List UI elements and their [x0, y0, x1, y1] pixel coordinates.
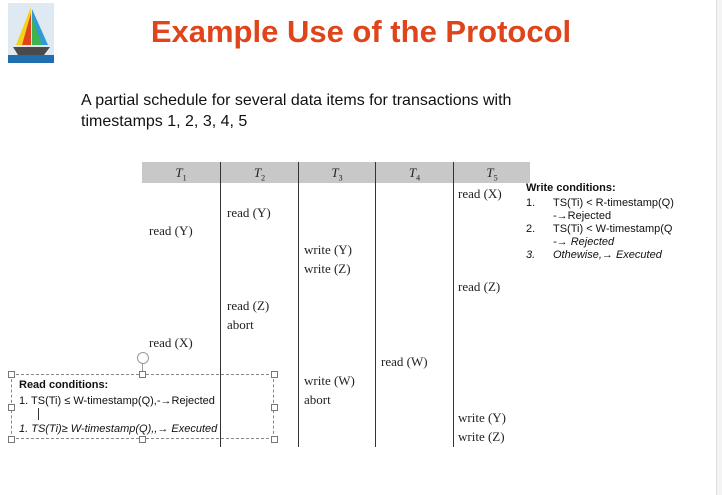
t4-read-w: read (W): [381, 354, 428, 369]
column-divider: [453, 162, 454, 447]
slide-title: Example Use of the Protocol: [150, 14, 572, 49]
resize-handle-right[interactable]: [271, 404, 278, 411]
column-divider: [375, 162, 376, 447]
header-t3: $T_3$: [299, 162, 375, 183]
t3-write-y: write (Y): [304, 242, 353, 257]
resize-handle-bottom-right[interactable]: [271, 436, 278, 443]
t5-read-z: read (Z): [458, 279, 501, 294]
header-t2: $T_2$: [221, 162, 298, 183]
read-condition-1: 1. TS(Ti) ≤ W-timestamp(Q),-→Rejected: [19, 395, 215, 407]
header-t1: $T_1$: [142, 162, 220, 183]
t3-abort: abort: [304, 392, 331, 407]
t5-write-z: write (Z): [458, 429, 505, 444]
t2-read-z: read (Z): [227, 298, 270, 313]
write-condition-1: 1. TS(Ti) < R-timestamp(Q) -→Rejected: [526, 197, 674, 222]
write-conditions: [526, 182, 716, 262]
slide-subtitle: [81, 90, 601, 132]
header-t5: $T_5$: [454, 162, 530, 183]
resize-handle-bottom-left[interactable]: [8, 436, 15, 443]
resize-handle-left[interactable]: [8, 404, 15, 411]
resize-handle-top[interactable]: [139, 371, 146, 378]
text-cursor: [38, 408, 39, 420]
rotate-handle[interactable]: [137, 352, 149, 364]
write-condition-3: 3. Othewise,→ Executed: [526, 249, 662, 261]
t2-read-y: read (Y): [227, 205, 271, 220]
t1-read-y: read (Y): [149, 223, 193, 238]
write-condition-2: 2. TS(Ti) < W-timestamp(Q -→ Rejected: [526, 223, 673, 248]
read-condition-2: 1. TS(Ti)≥ W-timestamp(Q),,→ Executed: [19, 423, 218, 435]
write-conditions-heading: Write conditions:: [526, 182, 616, 194]
resize-handle-bottom[interactable]: [139, 436, 146, 443]
t2-abort: abort: [227, 317, 254, 332]
t1-read-x: read (X): [149, 335, 193, 350]
resize-handle-top-right[interactable]: [271, 371, 278, 378]
t3-write-z: write (Z): [304, 261, 351, 276]
resize-handle-top-left[interactable]: [8, 371, 15, 378]
subtitle-line-2: timestamps 1, 2, 3, 4, 5: [81, 113, 248, 130]
t3-write-w: write (W): [304, 373, 355, 388]
subtitle-line-1: A partial schedule for several data items for transactions with: [81, 92, 512, 109]
read-conditions-heading: Read conditions:: [19, 379, 109, 391]
t5-read-x: read (X): [458, 186, 502, 201]
column-divider: [298, 162, 299, 447]
t5-write-y: write (Y): [458, 410, 507, 425]
window-edge: [716, 0, 722, 495]
read-conditions-textbox[interactable]: [11, 374, 274, 439]
header-t4: $T_4$: [376, 162, 453, 183]
